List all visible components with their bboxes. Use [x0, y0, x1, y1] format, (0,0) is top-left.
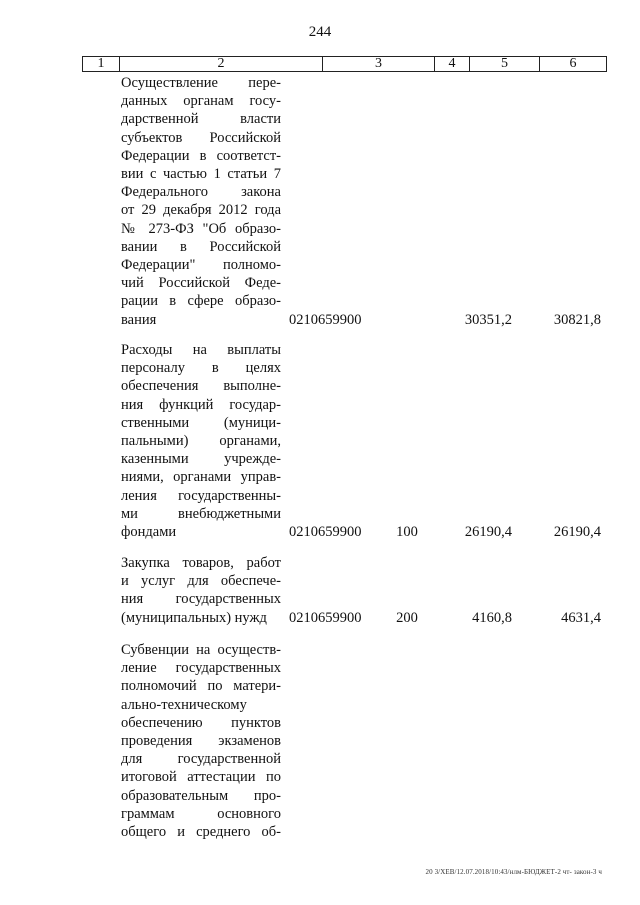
- description-line: вании в Российской: [121, 238, 281, 255]
- description-line: ниями, органами управ-: [121, 469, 281, 486]
- print-footer: 20 3/ХЕВ/12.07.2018/10:43/нлм-БЮДЖЕТ-2 чт- закон-3 ч: [425, 868, 602, 876]
- description-line: фондами: [121, 524, 177, 541]
- column-header-6: 6: [569, 56, 577, 71]
- amount-col-5: 26190,4: [464, 524, 512, 540]
- description-line: ния функций государ-: [121, 396, 281, 413]
- expense-type-code: 100: [396, 524, 418, 540]
- amount-col-5: 4160,8: [472, 609, 512, 626]
- target-article-code: 0210659900: [289, 609, 362, 626]
- description-line: и услуг для обеспече-: [121, 573, 281, 590]
- description-line: персоналу в целях: [121, 360, 281, 377]
- description-line: ально-техническому: [121, 696, 247, 713]
- description-line: ление государственных: [121, 660, 281, 677]
- amount-col-6: 4631,4: [561, 609, 601, 626]
- description-line: итоговой аттестации по: [121, 769, 281, 786]
- amount-col-6: 30821,8: [553, 311, 601, 328]
- target-article-code: 0210659900: [289, 524, 362, 540]
- amount-col-6: 26190,4: [553, 524, 601, 540]
- row-description: [121, 74, 281, 329]
- description-line: № 273-ФЗ "Об образо-: [121, 220, 281, 237]
- description-line: Федерации в соответст-: [121, 147, 281, 164]
- description-line: полномочий по матери-: [121, 678, 281, 695]
- description-line: проведения экзаменов: [121, 733, 281, 750]
- description-line: Осуществление пере-: [121, 75, 281, 91]
- amount-col-5: 30351,2: [464, 311, 512, 328]
- description-line: вии с частью 1 статьи 7: [121, 166, 281, 183]
- description-line: ственными (муници-: [121, 414, 281, 431]
- row-description: [121, 641, 281, 841]
- description-line: обеспечения выполне-: [121, 378, 281, 395]
- column-header-5: 5: [470, 57, 540, 71]
- description-line: Федерального закона: [121, 184, 281, 201]
- row-description: [121, 341, 281, 541]
- page-number: 244: [308, 24, 332, 40]
- column-header-1: 1: [83, 57, 120, 71]
- description-line: ления государственны-: [121, 487, 281, 504]
- description-line: от 29 декабря 2012 года: [121, 202, 281, 219]
- description-line: вания: [121, 311, 157, 328]
- description-line: обеспечению пунктов: [121, 714, 281, 731]
- description-line: казенными учрежде-: [121, 451, 281, 468]
- description-line: пальными) органами,: [121, 433, 281, 450]
- table-header-row: [82, 56, 607, 72]
- description-line: граммам основного: [121, 805, 281, 822]
- row-description: [121, 554, 281, 627]
- description-line: Субвенции на осуществ-: [121, 642, 281, 658]
- description-line: ми внебюджетными: [121, 505, 281, 522]
- description-line: чий Российской Феде-: [121, 275, 281, 292]
- description-line: ния государственных: [121, 591, 281, 608]
- description-line: для государственной: [121, 751, 281, 768]
- description-line: Федерации" полномо-: [121, 257, 281, 274]
- description-line: Закупка товаров, работ: [121, 555, 281, 571]
- description-line: образовательным про-: [121, 787, 281, 804]
- target-article-code: 0210659900: [289, 311, 362, 328]
- column-header-4: 4: [435, 57, 470, 71]
- description-line: Расходы на выплаты: [121, 342, 281, 358]
- description-line: субъектов Российской: [121, 129, 281, 146]
- description-line: данных органам госу-: [121, 93, 281, 110]
- column-header-2: 2: [120, 57, 323, 71]
- description-line: общего и среднего об-: [121, 824, 281, 841]
- column-header-3: 3: [323, 57, 435, 71]
- description-line: дарственной власти: [121, 111, 281, 128]
- expense-type-code: 200: [396, 609, 418, 626]
- description-line: рации в сфере образо-: [121, 293, 281, 310]
- description-line: (муниципальных) нужд: [121, 609, 267, 626]
